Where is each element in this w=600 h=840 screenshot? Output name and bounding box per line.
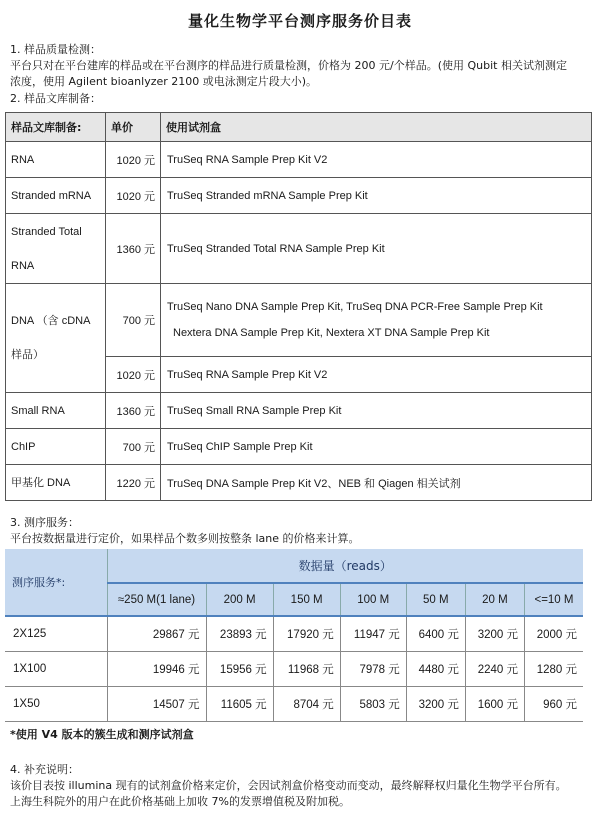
header-price: 单价	[106, 113, 161, 142]
library-type	[6, 284, 106, 393]
library-kit: TruSeq ChIP Sample Prep Kit	[161, 429, 592, 465]
library-price: 1360 元	[106, 393, 161, 429]
price-cell: 5803 元	[340, 686, 406, 721]
library-kit: TruSeq RNA Sample Prep Kit V2	[161, 357, 592, 393]
library-price: 1020 元	[106, 357, 161, 393]
library-price: 1360 元	[106, 214, 161, 284]
header-kit: 使用试剂盒	[161, 113, 592, 142]
library-type-line: 样品）	[11, 349, 44, 361]
price-cell: 2000 元	[524, 616, 583, 651]
table-row	[6, 214, 592, 284]
section3-heading: 3. 测序服务：	[10, 516, 79, 529]
price-cell: 29867 元	[107, 616, 206, 651]
library-price: 1020 元	[106, 178, 161, 214]
section1-text-line1: 平台只对在平台建库的样品或在平台测序的样品进行质量检测，价格为 200 元/个样品。(使用 Qubit 相关试剂测定	[10, 59, 567, 72]
price-cell: 11968 元	[273, 651, 340, 686]
header-library-type: 样品文库制备:	[6, 113, 106, 142]
column-header: 20 M	[465, 583, 524, 616]
section1-heading: 1. 样品质量检测：	[10, 43, 101, 56]
library-price: 700 元	[106, 284, 161, 357]
page-title: 量化生物学平台测序服务价目表	[187, 12, 412, 30]
table-row	[6, 142, 592, 178]
section4-heading: 4. 补充说明：	[10, 763, 79, 776]
library-type-line: Stranded Total	[11, 225, 82, 238]
library-kit-line: Nextera DNA Sample Prep Kit, Nextera XT DNA Sample Prep Kit	[173, 327, 490, 339]
table-row	[5, 686, 583, 721]
library-kit: TruSeq DNA Sample Prep Kit V2、NEB 和 Qiagen 相关试剂	[161, 465, 592, 501]
price-cell: 1280 元	[524, 651, 583, 686]
section3-text: 平台按数据量进行定价，如果样品个数多则按整条 lane 的价格来计算。	[10, 532, 360, 545]
section1-text-line2: 浓度，使用 Agilent bioanlyzer 2100 或电泳测定片段大小)。	[10, 75, 318, 88]
library-type: ChIP	[6, 429, 106, 465]
price-cell: 11947 元	[340, 616, 406, 651]
table-row	[6, 429, 592, 465]
library-kit-line: TruSeq Nano DNA Sample Prep Kit, TruSeq DNA PCR-Free Sample Prep Kit	[167, 301, 543, 313]
column-header: 100 M	[340, 583, 406, 616]
table-row	[6, 465, 592, 501]
price-cell: 960 元	[524, 686, 583, 721]
library-prep-table	[5, 112, 592, 501]
sequencing-header-row	[5, 549, 583, 583]
sequencing-mode: 2X125	[5, 616, 107, 651]
library-type: RNA	[6, 142, 106, 178]
table-row	[5, 651, 583, 686]
section4-text-line2: 上海生科院外的用户在此价格基础上加收 7%的发票增值税及附加税。	[10, 795, 350, 808]
price-cell: 8704 元	[273, 686, 340, 721]
column-header: 50 M	[406, 583, 465, 616]
library-type-line: DNA （含 cDNA	[11, 315, 91, 327]
table-row	[6, 393, 592, 429]
price-cell: 17920 元	[273, 616, 340, 651]
column-header: 150 M	[273, 583, 340, 616]
price-cell: 15956 元	[206, 651, 273, 686]
column-header: 200 M	[206, 583, 273, 616]
library-kit: TruSeq Small RNA Sample Prep Kit	[161, 393, 592, 429]
price-cell: 11605 元	[206, 686, 273, 721]
price-cell: 3200 元	[465, 616, 524, 651]
section4-text-line1: 该价目表按 illumina 现有的试剂盒价格来定价，会因试剂盒价格变动而变动，最终解释权归量化生物学平台所有。	[10, 779, 567, 792]
price-cell: 4480 元	[406, 651, 465, 686]
price-cell: 7978 元	[340, 651, 406, 686]
library-type: 甲基化 DNA	[6, 465, 106, 501]
data-volume-header: 数据量（reads）	[298, 559, 392, 573]
table-row	[5, 616, 583, 651]
sequencing-price-table	[5, 549, 583, 722]
price-cell: 2240 元	[465, 651, 524, 686]
price-cell: 1600 元	[465, 686, 524, 721]
library-price: 1220 元	[106, 465, 161, 501]
price-cell: 3200 元	[406, 686, 465, 721]
column-header: <=10 M	[524, 583, 583, 616]
library-type: Small RNA	[6, 393, 106, 429]
library-kit: TruSeq Stranded mRNA Sample Prep Kit	[161, 178, 592, 214]
library-type-line: RNA	[11, 259, 35, 272]
library-kit: TruSeq Stranded Total RNA Sample Prep Kit	[161, 214, 592, 284]
sequencing-service-label: 测序服务*:	[5, 549, 107, 616]
sequencing-mode: 1X50	[5, 686, 107, 721]
library-table-header-row	[6, 113, 592, 142]
library-type: Stranded mRNA	[6, 178, 106, 214]
library-price: 700 元	[106, 429, 161, 465]
column-header: ≈250 M(1 lane)	[107, 583, 206, 616]
library-type	[6, 214, 106, 284]
section2-heading: 2. 样品文库制备：	[10, 92, 101, 105]
library-kit	[161, 284, 592, 357]
table-row	[6, 284, 592, 357]
price-cell: 23893 元	[206, 616, 273, 651]
price-cell: 6400 元	[406, 616, 465, 651]
reagent-note: *使用 V4 版本的簇生成和测序试剂盒	[10, 728, 194, 741]
sequencing-mode: 1X100	[5, 651, 107, 686]
price-cell: 19946 元	[107, 651, 206, 686]
library-price: 1020 元	[106, 142, 161, 178]
table-row	[6, 178, 592, 214]
price-cell: 14507 元	[107, 686, 206, 721]
library-kit: TruSeq RNA Sample Prep Kit V2	[161, 142, 592, 178]
